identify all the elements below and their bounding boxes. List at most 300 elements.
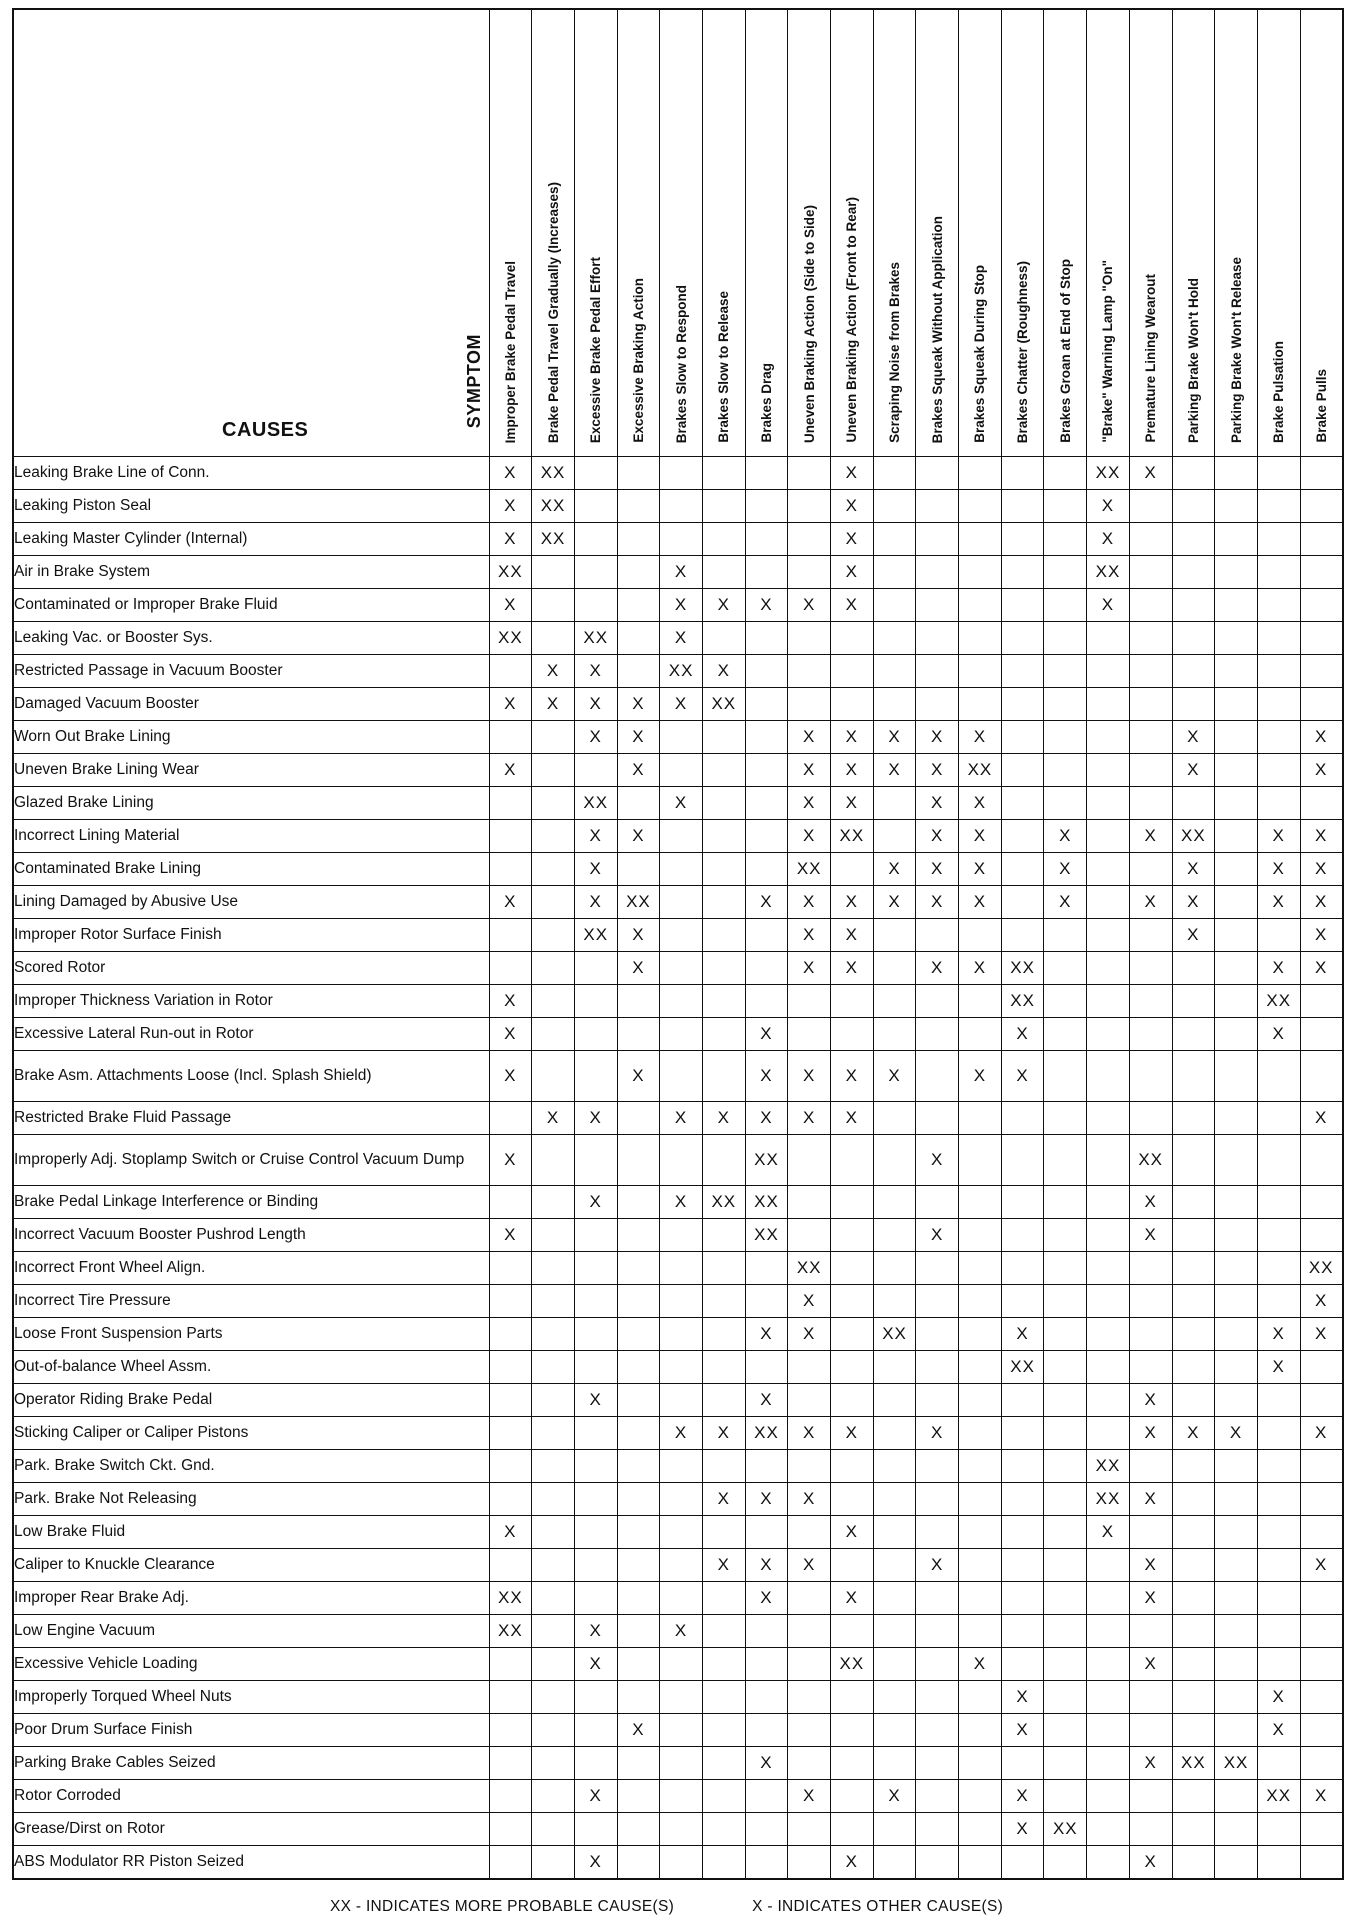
mark-cell (873, 1813, 916, 1846)
mark-cell (574, 1417, 617, 1450)
mark-cell (1001, 655, 1044, 688)
mark-cell (1215, 787, 1258, 820)
mark-cell: X (745, 886, 788, 919)
mark-cell (617, 1285, 660, 1318)
mark-cell (702, 490, 745, 523)
mark-cell (1215, 919, 1258, 952)
mark-cell: X (959, 820, 1002, 853)
mark-cell (873, 1714, 916, 1747)
table-row (13, 1135, 1343, 1186)
mark-cell (702, 1450, 745, 1483)
cause-cell: Uneven Brake Lining Wear (13, 754, 489, 787)
mark-cell: X (788, 1051, 831, 1102)
mark-cell (489, 1549, 532, 1582)
mark-cell: X (489, 457, 532, 490)
mark-cell (532, 919, 575, 952)
mark-cell (788, 1351, 831, 1384)
mark-cell (1257, 1417, 1300, 1450)
mark-cell: X (916, 1549, 959, 1582)
mark-cell (660, 721, 703, 754)
mark-cell: X (831, 721, 874, 754)
mark-cell (745, 1648, 788, 1681)
mark-cell (873, 1648, 916, 1681)
mark-cell (1172, 1516, 1215, 1549)
mark-cell (1044, 919, 1087, 952)
mark-cell (1215, 1813, 1258, 1846)
symptom-header (831, 9, 874, 457)
mark-cell: X (489, 1516, 532, 1549)
mark-cell: X (1087, 1516, 1130, 1549)
mark-cell (1044, 1051, 1087, 1102)
mark-cell: X (617, 919, 660, 952)
mark-cell (1172, 952, 1215, 985)
mark-cell: X (532, 688, 575, 721)
mark-cell (1044, 721, 1087, 754)
mark-cell (574, 523, 617, 556)
table-row (13, 1318, 1343, 1351)
mark-cell (617, 1018, 660, 1051)
mark-cell (1087, 1714, 1130, 1747)
mark-cell: XX (1300, 1252, 1343, 1285)
mark-cell (1300, 1351, 1343, 1384)
mark-cell: X (1215, 1417, 1258, 1450)
mark-cell (745, 1846, 788, 1880)
mark-cell (959, 589, 1002, 622)
mark-cell: X (916, 1417, 959, 1450)
mark-cell (617, 1681, 660, 1714)
mark-cell: XX (532, 490, 575, 523)
mark-cell (532, 1135, 575, 1186)
mark-cell (873, 1549, 916, 1582)
mark-cell (873, 919, 916, 952)
mark-cell (574, 1252, 617, 1285)
table-row (13, 1582, 1343, 1615)
mark-cell: XX (1087, 457, 1130, 490)
mark-cell (1300, 1582, 1343, 1615)
symptom-header (916, 9, 959, 457)
mark-cell: X (831, 1516, 874, 1549)
mark-cell (1001, 1135, 1044, 1186)
mark-cell: XX (574, 622, 617, 655)
mark-cell (1129, 589, 1172, 622)
mark-cell: X (617, 820, 660, 853)
mark-cell (660, 820, 703, 853)
mark-cell (1087, 1846, 1130, 1880)
mark-cell: X (660, 1615, 703, 1648)
mark-cell (702, 754, 745, 787)
mark-cell (574, 1813, 617, 1846)
mark-cell (532, 1615, 575, 1648)
mark-cell (831, 655, 874, 688)
mark-cell (1215, 457, 1258, 490)
mark-cell (702, 1051, 745, 1102)
mark-cell (574, 1051, 617, 1102)
mark-cell (574, 952, 617, 985)
mark-cell (916, 1846, 959, 1880)
mark-cell (702, 1747, 745, 1780)
mark-cell (916, 1252, 959, 1285)
mark-cell (1172, 523, 1215, 556)
mark-cell (617, 1351, 660, 1384)
mark-cell (831, 1318, 874, 1351)
cause-cell: Rotor Corroded (13, 1780, 489, 1813)
mark-cell (660, 1285, 703, 1318)
mark-cell (1044, 1549, 1087, 1582)
mark-cell (788, 655, 831, 688)
mark-cell (788, 556, 831, 589)
mark-cell (1044, 1648, 1087, 1681)
mark-cell (489, 1813, 532, 1846)
mark-cell: X (959, 1051, 1002, 1102)
mark-cell (532, 1681, 575, 1714)
mark-cell: X (660, 688, 703, 721)
mark-cell (617, 1582, 660, 1615)
mark-cell (1087, 1135, 1130, 1186)
mark-cell (959, 1450, 1002, 1483)
mark-cell (702, 721, 745, 754)
mark-cell: X (916, 886, 959, 919)
table-row (13, 1549, 1343, 1582)
mark-cell (873, 1516, 916, 1549)
mark-cell (1044, 490, 1087, 523)
mark-cell: X (660, 556, 703, 589)
mark-cell: XX (745, 1186, 788, 1219)
mark-cell: X (788, 754, 831, 787)
mark-cell (1300, 1219, 1343, 1252)
mark-cell: X (574, 853, 617, 886)
symptom-header (873, 9, 916, 457)
symptom-label: Uneven Braking Action (Side to Side) (801, 204, 817, 443)
mark-cell: X (831, 1051, 874, 1102)
mark-cell: X (702, 655, 745, 688)
mark-cell (1215, 820, 1258, 853)
mark-cell (1257, 1813, 1300, 1846)
mark-cell (1172, 1648, 1215, 1681)
symptom-label: Scraping Noise from Brakes (887, 262, 903, 443)
mark-cell: X (660, 622, 703, 655)
mark-cell: X (1129, 886, 1172, 919)
mark-cell: X (660, 1186, 703, 1219)
symptom-header (1300, 9, 1343, 457)
mark-cell (532, 721, 575, 754)
table-row (13, 886, 1343, 919)
mark-cell (1044, 655, 1087, 688)
mark-cell: X (873, 853, 916, 886)
mark-cell: X (1300, 1285, 1343, 1318)
mark-cell (1172, 1384, 1215, 1417)
mark-cell (916, 523, 959, 556)
mark-cell: X (788, 589, 831, 622)
mark-cell (959, 1549, 1002, 1582)
mark-cell: X (574, 886, 617, 919)
mark-cell: X (1257, 1351, 1300, 1384)
mark-cell (831, 1018, 874, 1051)
symptom-label: Brakes Slow to Respond (673, 284, 689, 443)
mark-cell (1129, 688, 1172, 721)
symptom-label: SYMPTOM (463, 333, 484, 428)
mark-cell (660, 1516, 703, 1549)
mark-cell: XX (1172, 1747, 1215, 1780)
symptom-header (1087, 9, 1130, 457)
mark-cell: X (1257, 1714, 1300, 1747)
mark-cell (1215, 556, 1258, 589)
mark-cell (1257, 589, 1300, 622)
mark-cell (1129, 1252, 1172, 1285)
mark-cell (745, 490, 788, 523)
mark-cell (788, 1450, 831, 1483)
mark-cell (788, 523, 831, 556)
mark-cell: XX (574, 787, 617, 820)
mark-cell: X (1172, 721, 1215, 754)
mark-cell (489, 721, 532, 754)
mark-cell: X (745, 1018, 788, 1051)
mark-cell (1044, 787, 1087, 820)
mark-cell: X (1001, 1681, 1044, 1714)
mark-cell: X (745, 1102, 788, 1135)
mark-cell (1044, 523, 1087, 556)
mark-cell (1044, 1615, 1087, 1648)
mark-cell (574, 1714, 617, 1747)
mark-cell (873, 1018, 916, 1051)
mark-cell (1044, 589, 1087, 622)
mark-cell (660, 1681, 703, 1714)
mark-cell (532, 754, 575, 787)
mark-cell (916, 589, 959, 622)
mark-cell: X (617, 754, 660, 787)
mark-cell (1172, 1051, 1215, 1102)
mark-cell: X (1129, 1384, 1172, 1417)
table-row (13, 1483, 1343, 1516)
mark-cell: X (1172, 1417, 1215, 1450)
mark-cell (532, 1450, 575, 1483)
mark-cell: XX (617, 886, 660, 919)
mark-cell (1172, 688, 1215, 721)
mark-cell: X (831, 457, 874, 490)
mark-cell (831, 1780, 874, 1813)
mark-cell (1215, 1252, 1258, 1285)
mark-cell (916, 1681, 959, 1714)
mark-cell (1001, 1582, 1044, 1615)
mark-cell (1257, 1219, 1300, 1252)
mark-cell (617, 655, 660, 688)
table-row (13, 1450, 1343, 1483)
mark-cell: X (1257, 853, 1300, 886)
cause-cell: Caliper to Knuckle Clearance (13, 1549, 489, 1582)
mark-cell (574, 1450, 617, 1483)
cause-cell: Air in Brake System (13, 556, 489, 589)
cause-cell: Low Brake Fluid (13, 1516, 489, 1549)
mark-cell (1172, 1846, 1215, 1880)
mark-cell: X (788, 919, 831, 952)
mark-cell: X (831, 1846, 874, 1880)
mark-cell: X (916, 754, 959, 787)
mark-cell: X (873, 886, 916, 919)
mark-cell (1215, 622, 1258, 655)
mark-cell: X (1300, 754, 1343, 787)
table-row (13, 820, 1343, 853)
mark-cell (1044, 457, 1087, 490)
mark-cell (745, 1615, 788, 1648)
mark-cell (1300, 1681, 1343, 1714)
mark-cell: X (489, 1018, 532, 1051)
mark-cell (532, 1714, 575, 1747)
mark-cell (532, 1549, 575, 1582)
cause-cell: Improperly Adj. Stoplamp Switch or Cruise Control Vacuum Dump (13, 1135, 489, 1186)
mark-cell (1129, 985, 1172, 1018)
table-row (13, 952, 1343, 985)
mark-cell (873, 787, 916, 820)
table-row (13, 1285, 1343, 1318)
mark-cell (574, 1549, 617, 1582)
cause-cell: Poor Drum Surface Finish (13, 1714, 489, 1747)
mark-cell (532, 1780, 575, 1813)
mark-cell (1300, 589, 1343, 622)
mark-cell (1215, 754, 1258, 787)
mark-cell: X (916, 952, 959, 985)
table-row (13, 622, 1343, 655)
mark-cell: X (574, 1648, 617, 1681)
mark-cell (1129, 1450, 1172, 1483)
mark-cell: X (489, 754, 532, 787)
mark-cell (873, 985, 916, 1018)
mark-cell (788, 1186, 831, 1219)
mark-cell: X (831, 787, 874, 820)
mark-cell (1044, 1285, 1087, 1318)
cause-cell: Improper Rear Brake Adj. (13, 1582, 489, 1615)
table-row (13, 1219, 1343, 1252)
mark-cell: XX (959, 754, 1002, 787)
mark-cell (532, 1483, 575, 1516)
mark-cell (831, 1351, 874, 1384)
mark-cell (959, 1747, 1002, 1780)
mark-cell (617, 1648, 660, 1681)
mark-cell: XX (831, 820, 874, 853)
mark-cell (660, 853, 703, 886)
mark-cell (574, 1018, 617, 1051)
mark-cell (873, 1285, 916, 1318)
table-row (13, 1813, 1343, 1846)
mark-cell (788, 1681, 831, 1714)
mark-cell (1300, 1450, 1343, 1483)
mark-cell (1215, 688, 1258, 721)
mark-cell (1300, 622, 1343, 655)
mark-cell (702, 1318, 745, 1351)
mark-cell (1001, 1285, 1044, 1318)
mark-cell (1172, 1483, 1215, 1516)
symptom-label: Uneven Braking Action (Front to Rear) (844, 197, 860, 443)
mark-cell: X (1129, 1186, 1172, 1219)
symptom-label: Excessive Braking Action (630, 278, 646, 443)
mark-cell (1215, 1135, 1258, 1186)
mark-cell (702, 1615, 745, 1648)
mark-cell: X (916, 853, 959, 886)
mark-cell (1001, 1384, 1044, 1417)
mark-cell (1215, 1051, 1258, 1102)
mark-cell (1172, 1813, 1215, 1846)
mark-cell (489, 1252, 532, 1285)
mark-cell: X (532, 1102, 575, 1135)
mark-cell (831, 1384, 874, 1417)
mark-cell: X (1129, 1483, 1172, 1516)
mark-cell (873, 1219, 916, 1252)
mark-cell (1257, 1516, 1300, 1549)
cause-cell: Incorrect Lining Material (13, 820, 489, 853)
cause-cell: Leaking Master Cylinder (Internal) (13, 523, 489, 556)
table-row (13, 754, 1343, 787)
mark-cell (1300, 688, 1343, 721)
mark-cell (660, 457, 703, 490)
mark-cell (1129, 655, 1172, 688)
mark-cell: X (532, 655, 575, 688)
mark-cell (745, 1285, 788, 1318)
mark-cell (1300, 1186, 1343, 1219)
mark-cell (745, 985, 788, 1018)
mark-cell (1215, 1318, 1258, 1351)
mark-cell (959, 1483, 1002, 1516)
mark-cell (745, 820, 788, 853)
legend (330, 1898, 1081, 1916)
mark-cell (1044, 1483, 1087, 1516)
cause-cell: Contaminated or Improper Brake Fluid (13, 589, 489, 622)
mark-cell: X (788, 1417, 831, 1450)
cause-cell: Leaking Brake Line of Conn. (13, 457, 489, 490)
mark-cell (916, 1780, 959, 1813)
mark-cell (1257, 787, 1300, 820)
cause-cell: Brake Asm. Attachments Loose (Incl. Splash Shield) (13, 1051, 489, 1102)
mark-cell (532, 1582, 575, 1615)
mark-cell (660, 523, 703, 556)
mark-cell (1215, 853, 1258, 886)
symptom-label: Parking Brake Won't Hold (1185, 278, 1201, 443)
mark-cell (489, 1186, 532, 1219)
mark-cell: XX (1087, 1483, 1130, 1516)
mark-cell (1044, 622, 1087, 655)
mark-cell: X (788, 1549, 831, 1582)
mark-cell (959, 1285, 1002, 1318)
mark-cell (1044, 556, 1087, 589)
mark-cell (1044, 1135, 1087, 1186)
mark-cell (1087, 952, 1130, 985)
mark-cell (959, 1318, 1002, 1351)
mark-cell: X (702, 1483, 745, 1516)
mark-cell (745, 622, 788, 655)
mark-cell (1001, 1450, 1044, 1483)
mark-cell (1087, 721, 1130, 754)
mark-cell (532, 787, 575, 820)
corner-cell (13, 9, 489, 457)
mark-cell (1257, 1285, 1300, 1318)
mark-cell: X (831, 952, 874, 985)
mark-cell (916, 490, 959, 523)
mark-cell (1257, 1582, 1300, 1615)
mark-cell (702, 1384, 745, 1417)
mark-cell: XX (532, 457, 575, 490)
mark-cell (1172, 1318, 1215, 1351)
mark-cell (1087, 1186, 1130, 1219)
mark-cell (489, 1483, 532, 1516)
cause-cell: Restricted Brake Fluid Passage (13, 1102, 489, 1135)
mark-cell (702, 523, 745, 556)
mark-cell (788, 688, 831, 721)
mark-cell (702, 1714, 745, 1747)
mark-cell (959, 1582, 1002, 1615)
mark-cell (617, 1135, 660, 1186)
mark-cell: XX (489, 556, 532, 589)
mark-cell (1087, 1417, 1130, 1450)
mark-cell (1087, 853, 1130, 886)
mark-cell: XX (1087, 556, 1130, 589)
mark-cell (831, 1135, 874, 1186)
